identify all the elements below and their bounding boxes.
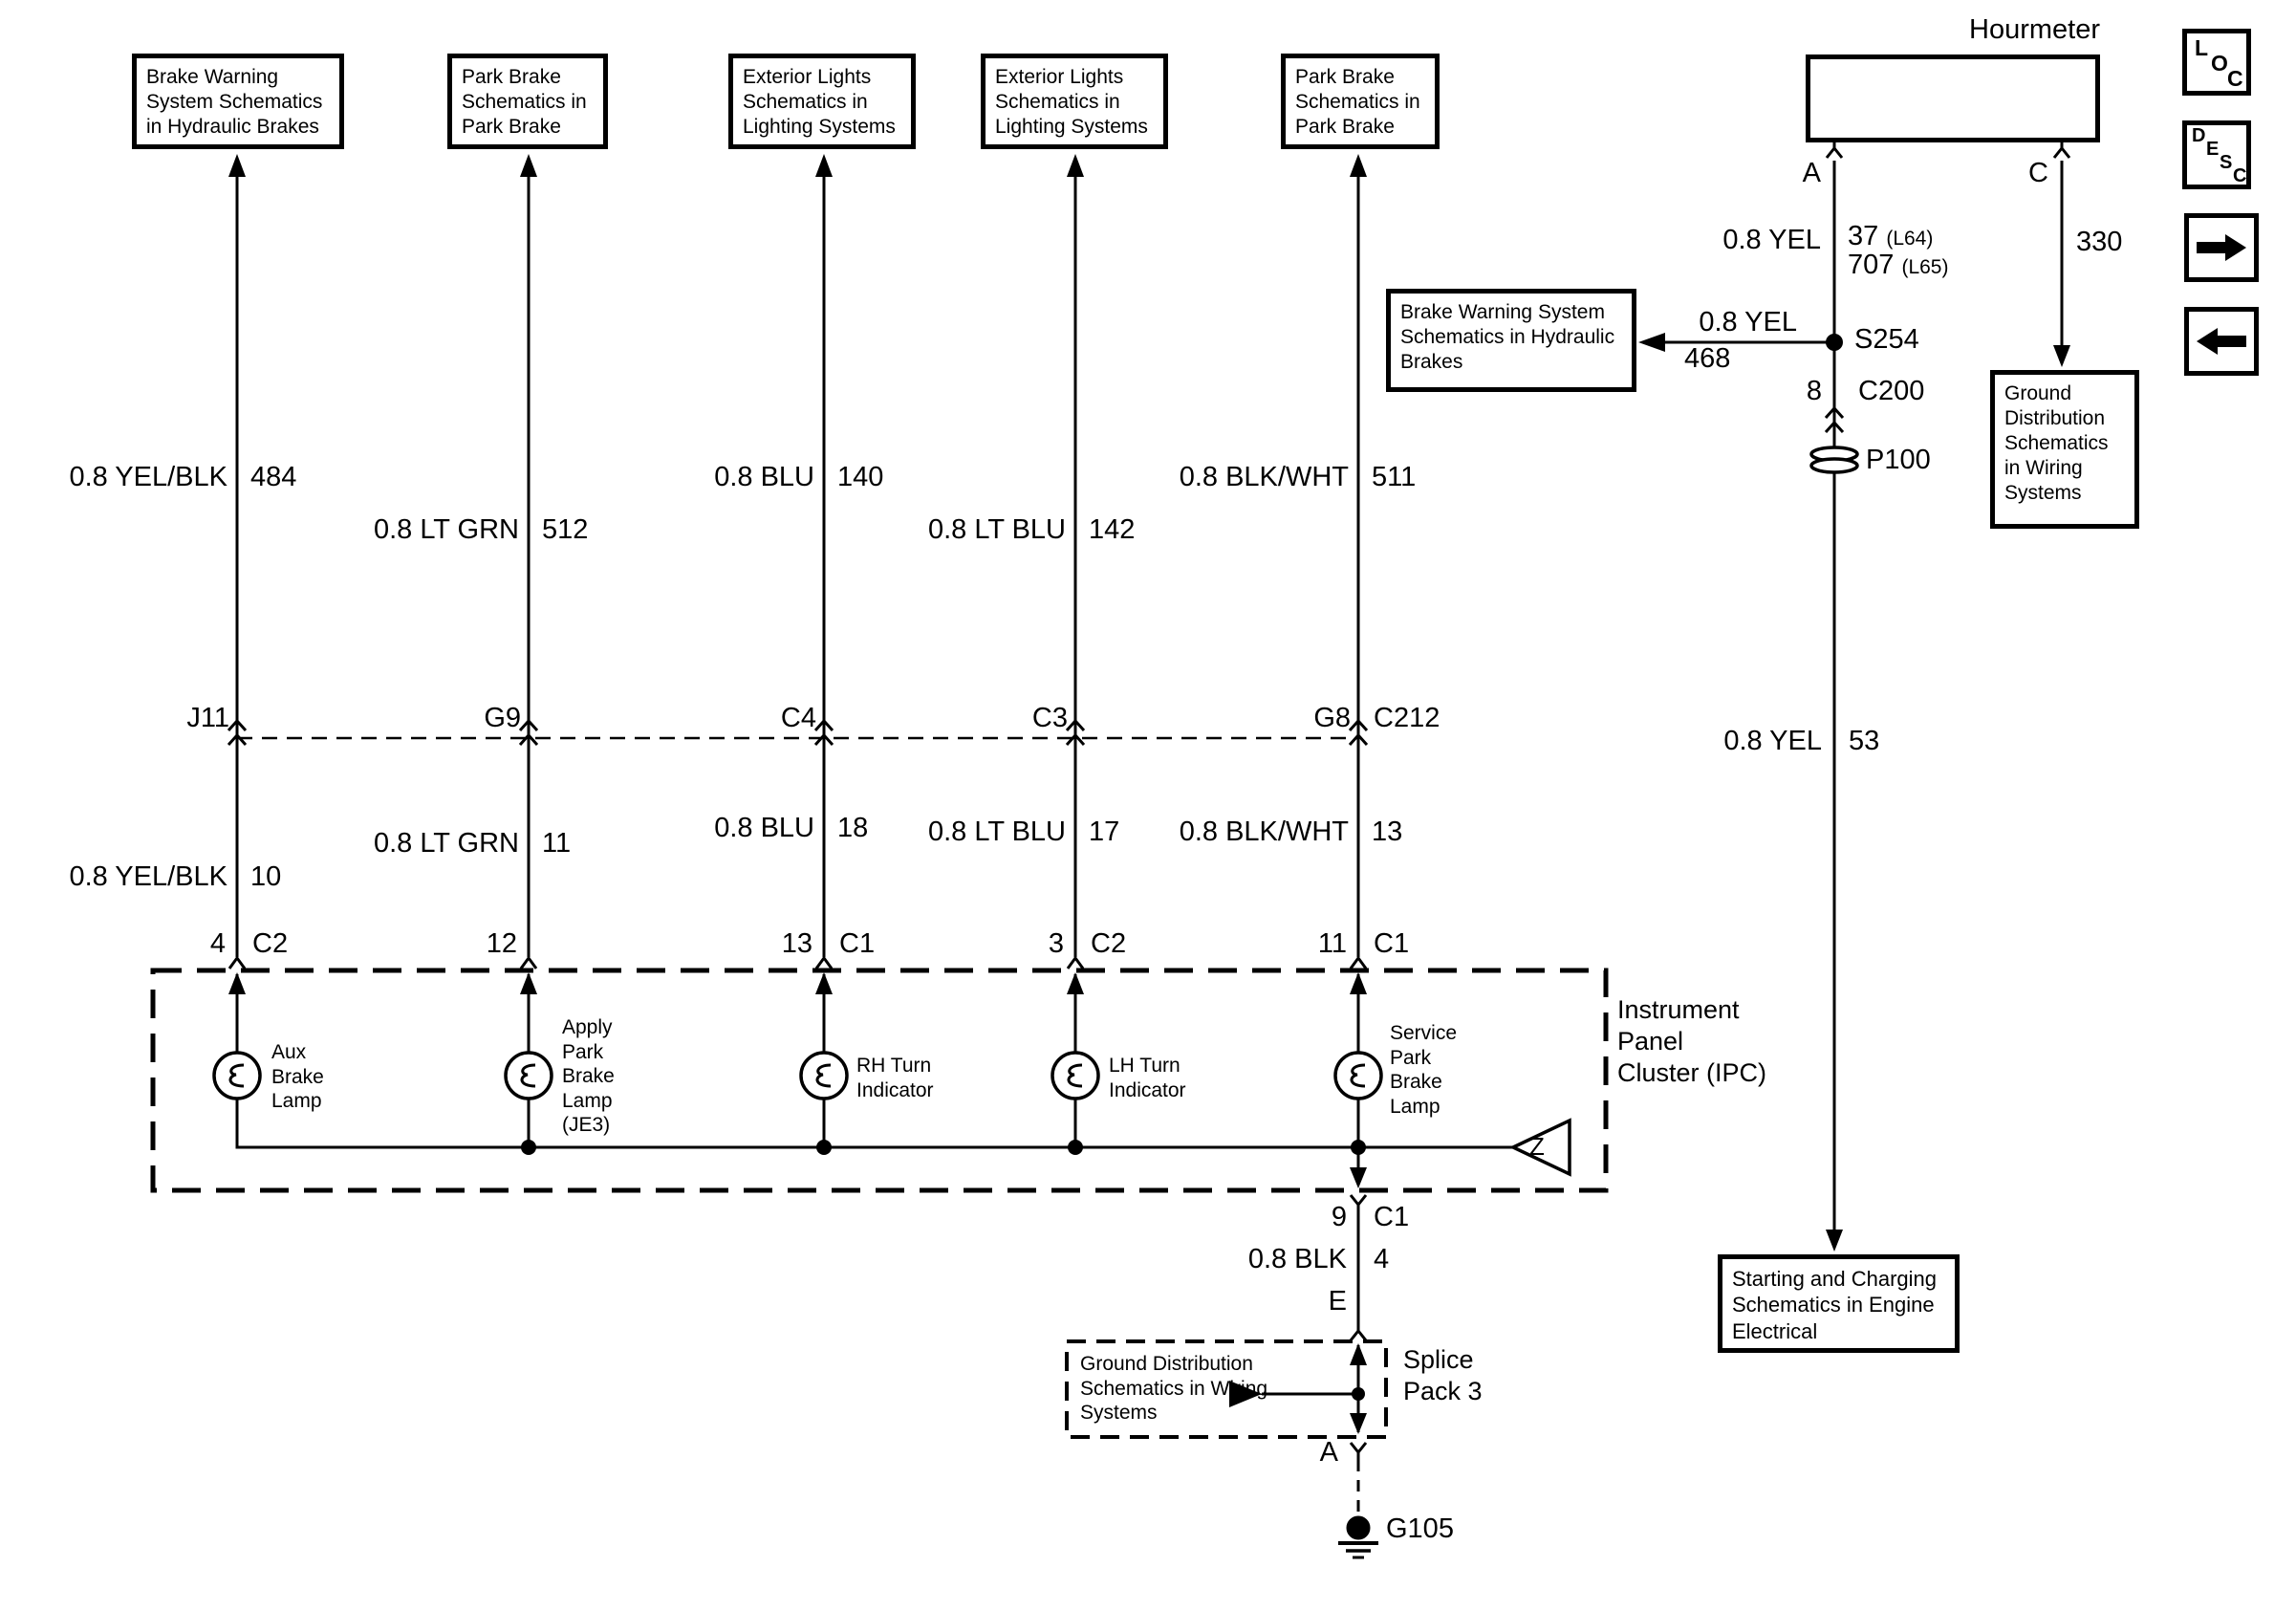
loc-letter: O xyxy=(2211,51,2228,76)
pin-number: 12 xyxy=(486,928,517,959)
junction-dots xyxy=(521,334,1843,1401)
circuit-number: 484 xyxy=(250,462,297,492)
zone-z-letter: Z xyxy=(1529,1132,1545,1161)
ref-box-brake-warning-mid: Brake Warning System Schematics in Hydraulic Brakes xyxy=(1386,289,1636,392)
pin-letter-e: E xyxy=(1328,1286,1347,1317)
circuit-number: 512 xyxy=(542,514,589,545)
circuit-number: 330 xyxy=(2076,227,2123,257)
wire-spec: 0.8 YEL xyxy=(1722,225,1821,255)
circuit-number: 53 xyxy=(1849,726,1880,756)
back-button[interactable] xyxy=(2184,307,2259,376)
wire-spec: 0.8 LT BLU xyxy=(927,816,1066,847)
lamp-icon xyxy=(506,1053,552,1099)
connector-label-c212: C212 xyxy=(1374,703,1440,733)
wire-spec: 0.8 BLK/WHT xyxy=(1179,462,1349,492)
connector-label: C3 xyxy=(1031,703,1068,733)
loc-button[interactable] xyxy=(2182,29,2251,96)
loc-letter: L xyxy=(2195,35,2209,60)
splice-pack-label: Splice Pack 3 xyxy=(1403,1345,1483,1405)
forward-button[interactable] xyxy=(2184,213,2259,282)
pin-number: 13 xyxy=(781,928,812,959)
circuit-number: 10 xyxy=(250,861,282,892)
pin-number: 4 xyxy=(209,928,226,959)
pin-connector: C1 xyxy=(839,928,876,959)
splice-ref-text: Ground Distribution Schematics in Wiring Systems xyxy=(1080,1353,1268,1425)
ref-box-brake-warning: Brake Warning System Schematics in Hydraulic Brakes xyxy=(132,54,344,149)
desc-letter: E xyxy=(2206,139,2220,160)
circuit-number: 468 xyxy=(1684,343,1731,374)
lamp-icon xyxy=(1052,1053,1098,1099)
desc-letter: D xyxy=(2192,125,2206,146)
lamp-label: Aux Brake Lamp xyxy=(271,1041,324,1113)
lamp-label: Service Park Brake Lamp xyxy=(1390,1022,1458,1118)
up-arrowheads xyxy=(228,154,2070,1434)
forward-arrow-icon xyxy=(2189,218,2254,277)
circuit-number xyxy=(1848,250,1948,281)
ref-box-ground-distribution: Ground Distribution Schematics in Wiring Systems xyxy=(1990,370,2139,529)
circuit-number: 13 xyxy=(1372,816,1403,847)
circuit-number: 11 xyxy=(542,828,572,859)
wire-spec: 0.8 LT BLU xyxy=(927,514,1066,545)
wire-spec: 0.8 YEL/BLK xyxy=(69,861,227,892)
engine-code-note: (L65) xyxy=(1901,256,1949,278)
connector-label: G9 xyxy=(484,703,521,733)
p100-grommet-icon xyxy=(1811,447,1857,472)
ref-box-starting-charging: Starting and Charging Schematics in Engine Electrical xyxy=(1718,1254,1960,1353)
g105-ground-icon xyxy=(1338,1516,1378,1557)
connector-label: C200 xyxy=(1858,376,1925,406)
pin-number: 9 xyxy=(1331,1202,1347,1232)
back-arrow-icon xyxy=(2189,312,2254,371)
desc-letter: S xyxy=(2220,152,2233,173)
grommet-label: P100 xyxy=(1866,445,1931,475)
wire-spec: 0.8 BLK/WHT xyxy=(1179,816,1349,847)
ipc-bus-wire xyxy=(237,1099,1513,1147)
pin-number: 11 xyxy=(1317,928,1347,959)
circuit-number: 18 xyxy=(837,813,869,843)
circuit-number: 4 xyxy=(1374,1244,1390,1274)
pin-letter-a: A xyxy=(1319,1437,1338,1468)
lamp-label: LH Turn Indicator xyxy=(1109,1055,1186,1101)
desc-button[interactable] xyxy=(2182,120,2251,189)
ref-box-exterior-lights-1: Exterior Lights Schematics in Lighting Systems xyxy=(728,54,916,149)
ref-box-park-brake-1: Park Brake Schematics in Park Brake xyxy=(447,54,608,149)
ground-label: G105 xyxy=(1386,1513,1454,1544)
circuit-number: 17 xyxy=(1089,816,1120,847)
ipc-label: Instrument Panel Cluster (IPC) xyxy=(1617,995,1767,1087)
desc-letter: C xyxy=(2233,165,2247,186)
wire-spec: 0.8 YEL xyxy=(1723,726,1822,756)
s254-splice-dot xyxy=(1826,334,1843,351)
wire-spec: 0.8 LT GRN xyxy=(373,828,519,859)
circuit-707: 707 xyxy=(1848,250,1895,280)
lamp-label: Apply Park Brake Lamp (JE3) xyxy=(562,1016,615,1137)
connector-label: C4 xyxy=(780,703,816,733)
pin-number: 8 xyxy=(1806,376,1822,406)
hourmeter-title: Hourmeter xyxy=(1969,14,2100,45)
hourmeter-pin-c: C xyxy=(2028,158,2048,188)
circuit-number xyxy=(1848,222,1933,252)
circuit-37: 37 xyxy=(1848,221,1879,251)
ref-box-park-brake-2: Park Brake Schematics in Park Brake xyxy=(1281,54,1440,149)
lamp-icon xyxy=(1335,1053,1381,1099)
hourmeter-pin-a: A xyxy=(1802,158,1821,188)
wire-spec: 0.8 BLU xyxy=(714,813,814,843)
pin-connector: C2 xyxy=(1091,928,1127,959)
circuit-number: 140 xyxy=(837,462,884,492)
circuit-number: 511 xyxy=(1372,462,1417,492)
wire-spec: 0.8 YEL xyxy=(1699,307,1797,337)
connector-label: J11 xyxy=(186,703,229,733)
engine-code-note: (L64) xyxy=(1886,228,1934,250)
wire-spec: 0.8 YEL/BLK xyxy=(69,462,227,492)
circuit-number: 142 xyxy=(1089,514,1136,545)
pin-number: 3 xyxy=(1048,928,1064,959)
splice-id: S254 xyxy=(1854,324,1919,355)
lamp-icon xyxy=(214,1053,260,1099)
wire-spec: 0.8 LT GRN xyxy=(373,514,519,545)
inline-connector-chevrons xyxy=(228,408,1843,745)
loc-letter: C xyxy=(2227,66,2243,91)
wire-spec: 0.8 BLK xyxy=(1247,1244,1347,1274)
wire-spec: 0.8 BLU xyxy=(714,462,814,492)
ref-box-exterior-lights-2: Exterior Lights Schematics in Lighting Systems xyxy=(981,54,1168,149)
lamp-icon xyxy=(801,1053,847,1099)
connector-label: G8 xyxy=(1313,703,1351,733)
pin-connector: C1 xyxy=(1374,928,1410,959)
pin-connector: C1 xyxy=(1374,1202,1410,1232)
hourmeter-box xyxy=(1806,54,2100,142)
pin-connector: C2 xyxy=(252,928,289,959)
lamp-label: RH Turn Indicator xyxy=(856,1055,934,1101)
